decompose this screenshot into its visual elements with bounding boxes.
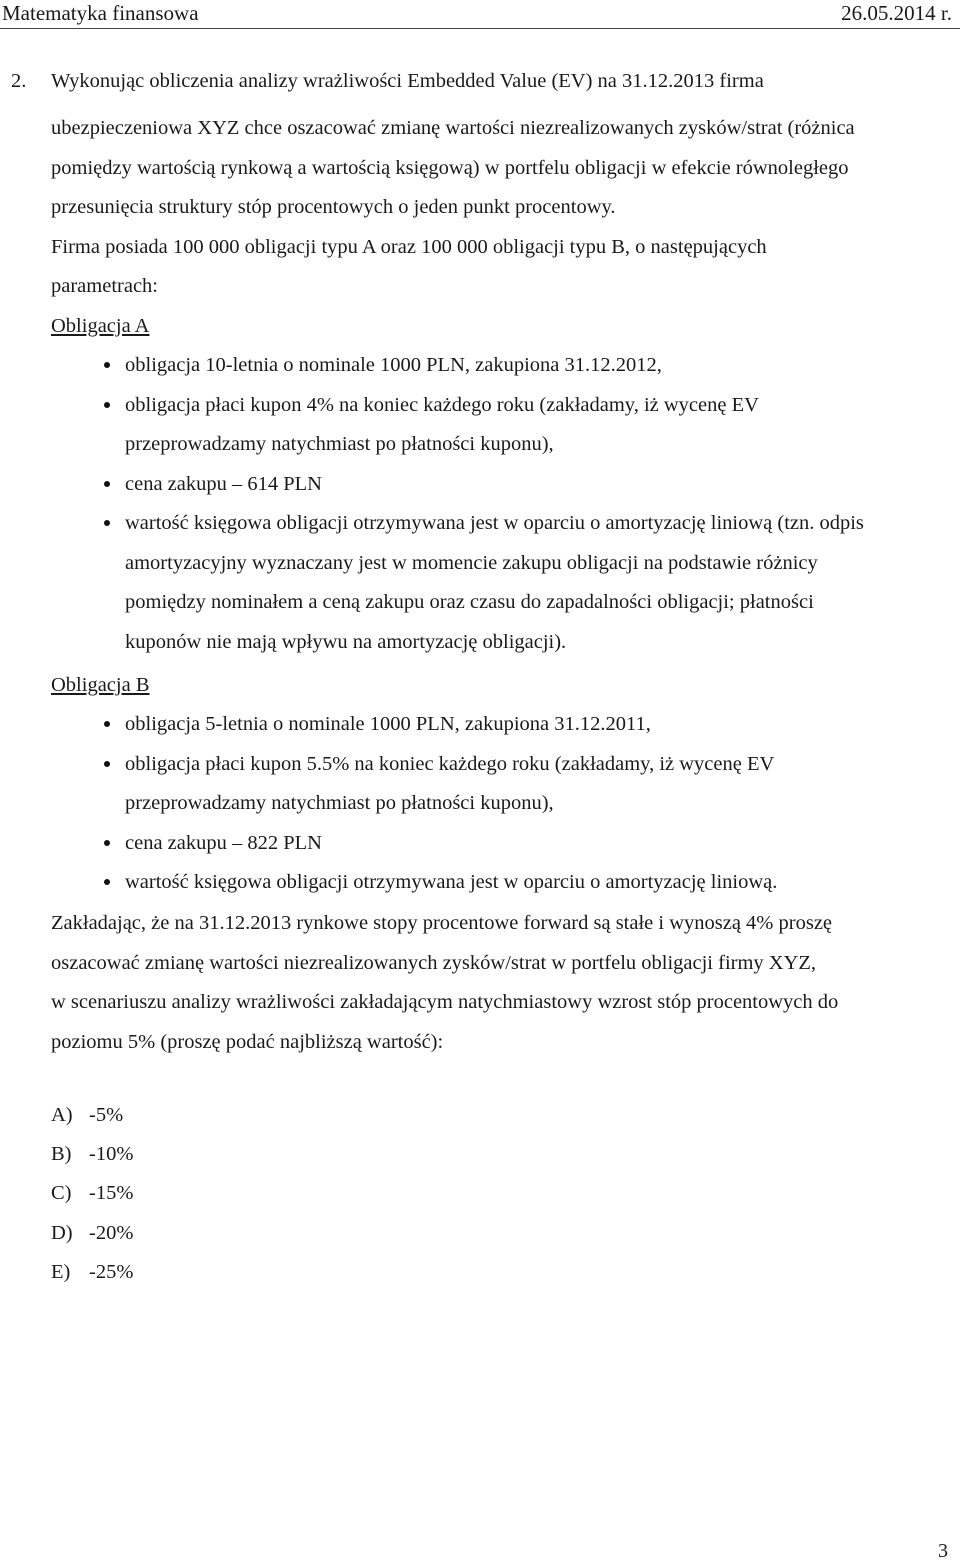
question-line: Wykonując obliczenia analizy wrażliwości Embedded Value (EV) na 31.12.2013 firma: [51, 70, 764, 92]
list-item-text: obligacja 10-letnia o nominale 1000 PLN, zakupiona 31.12.2012,: [125, 354, 662, 376]
answer-value: -10%: [89, 1143, 134, 1166]
question-line: parametrach:: [51, 275, 158, 297]
bullet-icon: [104, 879, 110, 885]
answer-option-a: [51, 1096, 133, 1135]
list-item-text: przeprowadzamy natychmiast po płatności kuponu),: [125, 433, 554, 455]
list-item: [51, 504, 941, 662]
list-item-text: wartość księgowa obligacji otrzymywana jest w oparciu o amortyzację liniową.: [125, 871, 778, 893]
list-item-text: kuponów nie mają wpływu na amortyzację obligacji).: [125, 630, 567, 653]
question-line: ubezpieczeniowa XYZ chce oszacować zmianę wartości niezrealizowanych zysków/strat (różnica: [51, 117, 855, 139]
bullet-icon: [104, 761, 110, 767]
list-item-text: obligacja 5-letnia o nominale 1000 PLN, zakupiona 31.12.2011,: [125, 713, 651, 735]
answer-option-e: [51, 1253, 133, 1292]
question-number: 2.: [11, 70, 27, 92]
bond-b-list: [51, 705, 941, 903]
list-item-text: cena zakupu – 822 PLN: [125, 831, 322, 854]
answer-option-c: [51, 1174, 133, 1213]
question-closing: [51, 904, 931, 1062]
answer-options: [51, 1096, 133, 1292]
list-item-text: cena zakupu – 614 PLN: [125, 472, 322, 495]
bond-a-list: [51, 346, 941, 662]
header-date: 26.05.2014 r.: [841, 1, 952, 25]
answer-letter: E): [51, 1260, 71, 1283]
question-first-line: [11, 70, 764, 93]
list-item-text: pomiędzy nominałem a ceną zakupu oraz czasu do zapadalności obligacji; płatności: [125, 591, 814, 613]
bullet-icon: [104, 481, 110, 487]
list-item: [51, 863, 941, 903]
bond-a-heading: Obligacja A: [51, 314, 150, 337]
bullet-icon: [104, 721, 110, 727]
bond-b-heading: Obligacja B: [51, 674, 150, 696]
answer-option-d: [51, 1214, 133, 1253]
answer-letter: C): [51, 1182, 72, 1205]
list-item-text: obligacja płaci kupon 4% na koniec każdego roku (zakładamy, iż wycenę EV: [125, 393, 759, 416]
answer-letter: A): [51, 1104, 73, 1126]
question-line: przesunięcia struktury stóp procentowych o jeden punkt procentowy.: [51, 196, 616, 218]
bullet-icon: [104, 402, 110, 408]
question-intro: [51, 109, 931, 346]
bullet-icon: [104, 362, 110, 368]
list-item-text: wartość księgowa obligacji otrzymywana jest w oparciu o amortyzację liniową (tzn. odpis: [125, 512, 864, 534]
list-item: [51, 386, 941, 465]
page-number: 3: [938, 1540, 948, 1562]
list-item-text: przeprowadzamy natychmiast po płatności kuponu),: [125, 792, 554, 814]
list-item: [51, 745, 941, 824]
answer-letter: B): [51, 1143, 72, 1166]
answer-value: -20%: [89, 1221, 134, 1244]
bullet-icon: [104, 520, 110, 526]
answer-value: -5%: [89, 1104, 124, 1126]
closing-line: w scenariuszu analizy wrażliwości zakładającym natychmiastowy wzrost stóp procentowych do: [51, 991, 839, 1013]
list-item: [51, 465, 941, 505]
list-item: [51, 705, 941, 745]
answer-option-b: [51, 1135, 133, 1174]
bullet-icon: [104, 840, 110, 846]
question-line: Firma posiada 100 000 obligacji typu A oraz 100 000 obligacji typu B, o następujących: [51, 235, 767, 258]
answer-value: -25%: [89, 1260, 134, 1283]
list-item-text: obligacja płaci kupon 5.5% na koniec każdego roku (zakładamy, iż wycenę EV: [125, 752, 775, 775]
answer-value: -15%: [89, 1182, 134, 1205]
list-item: [51, 824, 941, 864]
closing-line: Zakładając, że na 31.12.2013 rynkowe stopy procentowe forward są stałe i wynoszą 4% proszę: [51, 912, 833, 934]
answer-letter: D): [51, 1221, 73, 1244]
page-header: [0, 0, 960, 29]
bond-b-heading-block: [51, 666, 931, 706]
list-item-text: amortyzacyjny wyznaczany jest w momencie zakupu obligacji na podstawie różnicy: [125, 551, 818, 574]
question-line: pomiędzy wartością rynkową a wartością księgową) w portfelu obligacji w efekcie równoległego: [51, 156, 849, 179]
closing-line: oszacować zmianę wartości niezrealizowanych zysków/strat w portfelu obligacji firmy XYZ,: [51, 951, 817, 974]
list-item: [51, 346, 941, 386]
header-title: Matematyka finansowa: [2, 1, 199, 25]
closing-line: poziomu 5% (proszę podać najbliższą wartość):: [51, 1030, 444, 1053]
